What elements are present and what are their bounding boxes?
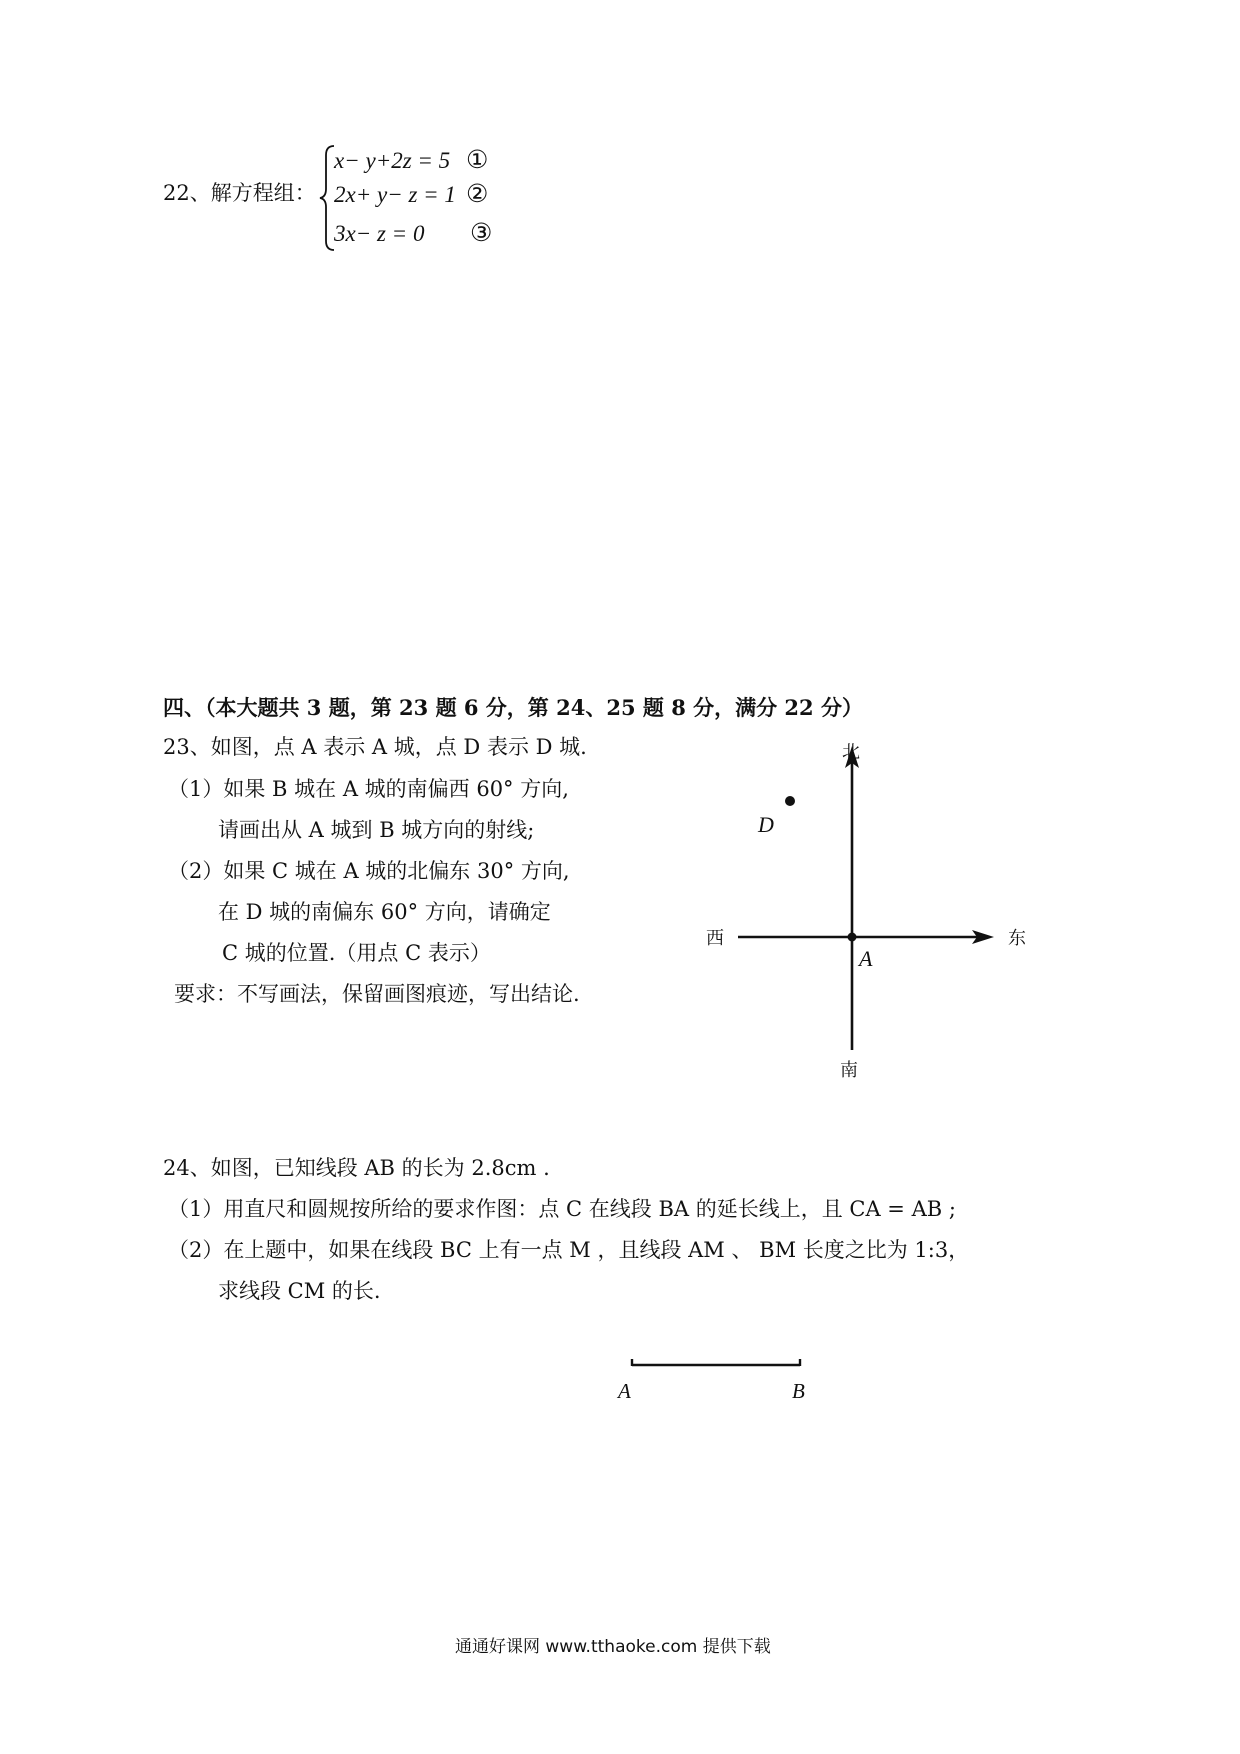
q24-intro: 24、如图，已知线段 AB 的长为 2.8cm . [163, 1156, 550, 1180]
segment-point-a-label: A [618, 1379, 631, 1403]
point-a-label: A [859, 946, 873, 971]
segment-point-b-label: B [792, 1379, 805, 1403]
equation-1-tag: ① [466, 145, 489, 174]
equation-3: 3x− z = 0 [334, 221, 425, 246]
equation-1: x− y+2z = 5 [334, 148, 451, 173]
point-d-dot [785, 796, 795, 806]
q23-part2-line2: 在 D 城的南偏东 60° 方向，请确定 [218, 900, 551, 924]
south-label: 南 [840, 1060, 858, 1080]
equation-2: 2x+ y− z = 1 [334, 182, 456, 207]
q22-label: 22、解方程组： [163, 181, 316, 205]
q23-part1-line1: （1）如果 B 城在 A 城的南偏西 60° 方向, [168, 777, 569, 801]
point-a-dot [848, 933, 857, 942]
equation-2-tag: ② [466, 179, 489, 208]
east-label: 东 [1008, 928, 1026, 948]
q23-part2-line3: C 城的位置.（用点 C 表示） [222, 941, 491, 965]
q23-part2-line1: （2）如果 C 城在 A 城的北偏东 30° 方向, [168, 859, 570, 883]
footer-text: 通通好课网 www.tthaoke.com 提供下载 [455, 1637, 771, 1657]
q24-part2-line2: 求线段 CM 的长. [218, 1279, 381, 1303]
section-4-heading: 四、（本大题共 3 题，第 23 题 6 分，第 24、25 题 8 分，满分 22 分） [163, 695, 863, 720]
segment-ab-diagram [610, 1350, 820, 1410]
q23-intro: 23、如图，点 A 表示 A 城，点 D 表示 D 城. [163, 735, 587, 759]
equation-3-tag: ③ [470, 218, 493, 247]
compass-diagram [690, 740, 1030, 1090]
q23-part1-line2: 请画出从 A 城到 B 城方向的射线; [218, 818, 535, 842]
west-label: 西 [706, 928, 724, 948]
north-label: 北 [842, 742, 860, 762]
point-d-label: D [758, 812, 774, 837]
q24-part1: （1）用直尺和圆规按所给的要求作图：点 C 在线段 BA 的延长线上，且 CA = AB ; [168, 1197, 956, 1221]
q23-requirement: 要求：不写画法，保留画图痕迹，写出结论. [174, 982, 580, 1006]
q24-part2-line1: （2）在上题中，如果在线段 BC 上有一点 M ，且线段 AM 、 BM 长度之比为 1:3， [168, 1238, 970, 1262]
